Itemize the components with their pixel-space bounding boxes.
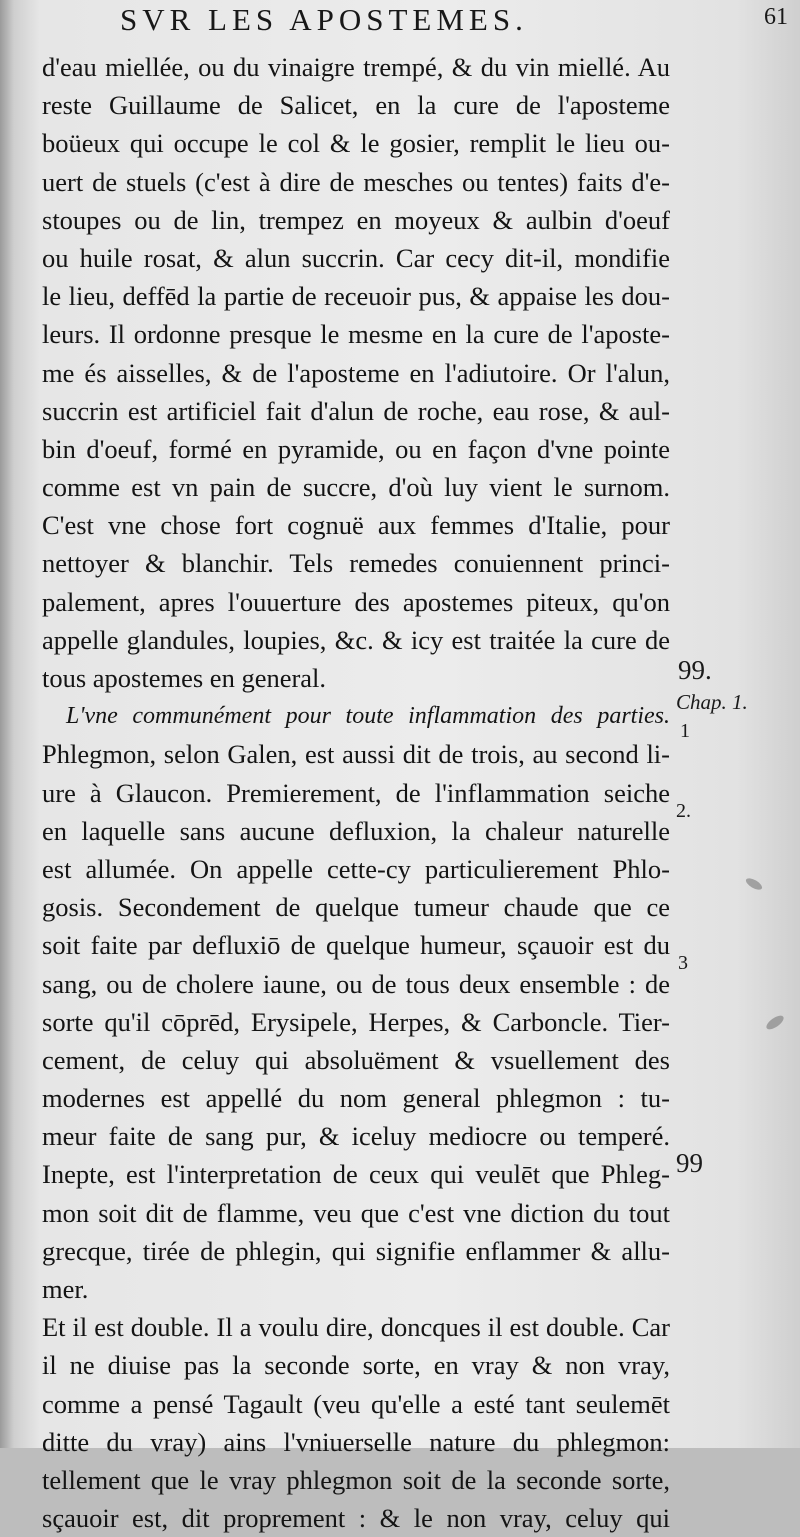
text-line: reste Guillaume de Salicet, en la cure de l'aposteme	[42, 90, 670, 121]
margin-note-1: 1	[680, 720, 690, 742]
text-line: soit faite par defluxiō de quelque humeur, sçauoir est du	[42, 930, 670, 961]
page-header	[0, 0, 800, 40]
text-line: sçauoir est, dit proprement : & le non vray, celuy qui	[42, 1503, 670, 1534]
text-block	[42, 48, 670, 1537]
text-line: boüeux qui occupe le col & le gosier, remplit le lieu ou-	[42, 128, 670, 159]
text-line: est allumée. On appelle cette-cy particulierement Phlo-	[42, 853, 670, 884]
text-line: appelle glandules, loupies, &c. & icy est traitée la cure de	[42, 624, 670, 655]
text-line: le lieu, deffēd la partie de receuoir pus, & appaise les dou-	[42, 281, 670, 312]
text-line: il ne diuise pas la seconde sorte, en vray & non vray,	[42, 1350, 670, 1381]
text-line: meur faite de sang pur, & iceluy mediocre ou temperé.	[42, 1121, 670, 1152]
paper-speck	[764, 1013, 786, 1032]
text-line: comme a pensé Tagault (veu qu'elle a esté tant seulemēt	[42, 1388, 670, 1419]
text-line: succrin est artificiel fait d'alun de roche, eau rose, & aul-	[42, 395, 670, 426]
margin-note-2: 2.	[676, 800, 691, 822]
text-line: ditte du vray) ains l'vniuerselle nature du phlegmon:	[42, 1426, 670, 1457]
text-line: C'est vne chose fort cognuë aux femmes d'Italie, pour	[42, 510, 670, 541]
page-number: 61	[764, 4, 788, 30]
text-line: d'eau miellée, ou du vinaigre trempé, & du vin miellé. Au	[42, 52, 670, 82]
text-line: sang, ou de cholere iaune, ou de tous deux ensemble : de	[42, 968, 670, 999]
text-line: me és aisselles, & de l'aposteme en l'adiutoire. Or l'alun,	[42, 357, 670, 388]
text-line: nettoyer & blanchir. Tels remedes conuiennent princi-	[42, 548, 670, 579]
text-line: ou huile rosat, & alun succrin. Car cecy dit-il, mondifie	[42, 242, 670, 273]
text-line: leurs. Il ordonne presque le mesme en la cure de l'aposte-	[42, 319, 670, 350]
margin-note-3: 3	[678, 952, 688, 974]
text-line: sorte qu'il cōprēd, Erysipele, Herpes, & Carboncle. Tier-	[42, 1006, 670, 1037]
margin-note-99: 99.	[678, 655, 712, 685]
section-lemma: L'vne communément pour toute inflammation des parties.	[66, 703, 670, 730]
text-line: tous apostemes en general.	[42, 663, 327, 693]
text-line: palement, apres l'ouuerture des apostemes piteux, qu'on	[42, 586, 670, 617]
text-line: stoupes ou de lin, trempez en moyeux & aulbin d'oeuf	[42, 204, 670, 235]
text-line: en laquelle sans aucune defluxion, la chaleur naturelle	[42, 815, 670, 846]
text-line: grecque, tirée de phlegin, qui signifie enflammer & allu-	[42, 1235, 670, 1266]
text-line: Phlegmon, selon Galen, est aussi dit de trois, au second li-	[42, 739, 670, 770]
text-line: bin d'oeuf, formé en pyramide, ou en façon d'vne pointe	[42, 433, 670, 464]
text-line: comme est vn pain de succre, d'où luy vient le surnom.	[42, 472, 670, 503]
running-title: SVR LES APOSTEMES.	[120, 2, 528, 37]
section-lemma-line: Et il est double. Il a voulu dire, doncques il est double. Car	[42, 1312, 670, 1343]
paper-speck	[744, 876, 764, 892]
text-line: uert de stuels (c'est à dire de mesches ou tentes) faits d'e-	[42, 166, 670, 197]
text-line: Inepte, est l'interpretation de ceux qui veulēt que Phleg-	[42, 1159, 670, 1190]
text-line: cement, de celuy qui absoluëment & vsuellement des	[42, 1044, 670, 1075]
margin-note-chapter: Chap. 1.	[676, 690, 748, 714]
text-line: mon soit dit de flamme, veu que c'est vne diction du tout	[42, 1197, 670, 1228]
text-line: tellement que le vray phlegmon soit de la seconde sorte,	[42, 1464, 670, 1495]
text-line: gosis. Secondement de quelque tumeur chaude que ce	[42, 892, 670, 923]
margin-note-99b: 99	[676, 1148, 703, 1178]
text-line: ure à Glaucon. Premierement, de l'inflammation seiche	[42, 777, 670, 808]
text-line: modernes est appellé du nom general phlegmon : tu-	[42, 1083, 670, 1114]
text-line: mer.	[42, 1274, 89, 1304]
